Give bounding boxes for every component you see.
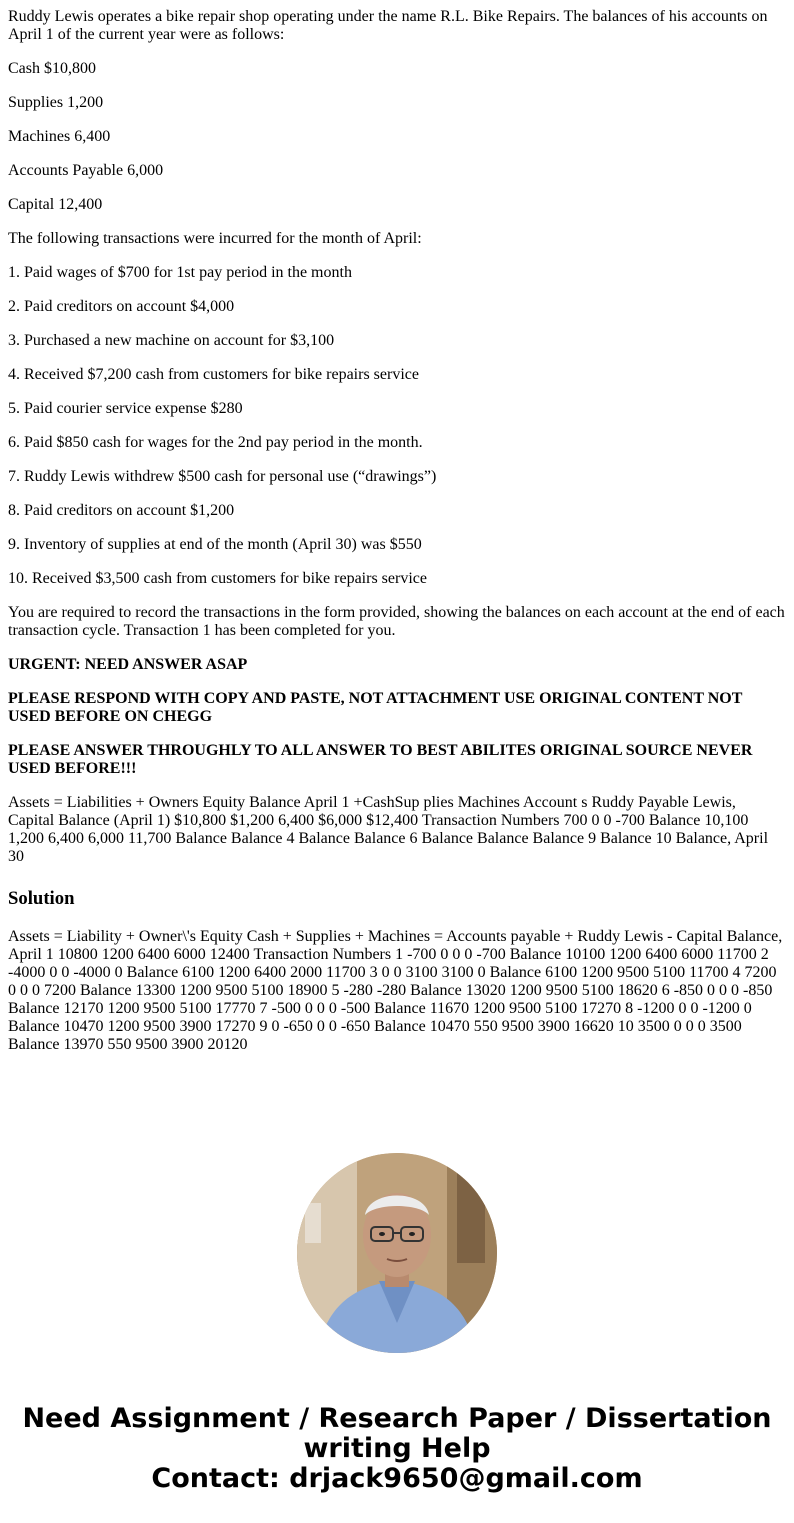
balance-line: Supplies 1,200 — [8, 94, 104, 111]
balance-line: Accounts Payable 6,000 — [8, 162, 164, 179]
transaction-item: 9. Inventory of supplies at end of the month (April 30) was $550 — [8, 536, 422, 553]
balance-line: Capital 12,400 — [8, 196, 103, 213]
transaction-item: 10. Received $3,500 cash from customers for bike repairs service — [8, 570, 427, 587]
solution-text: Assets = Liability + Owner\'s Equity Cash + Supplies + Machines = Accounts payable + Ruddy Lewis - Capital Balance, April 1 10800 1200 6400 6000 12400 Transaction Numbers 1 -700 0 0 0 -700 Balance 10100 1200 6400 6000 11700 2 -4000 0 0 -4000 0 Balance 6100 1200 6400 2000 11700 3 0 0 3100 3100 0 Balance 6100 1200 9500 5100 11700 4 7200 0 0 0 7200 Balance 13300 1200 9500 5100 18900 5 -280 -280 Balance 13020 1200 9500 5100 18620 6 -850 0 0 0 -850 Balance 12170 1200 9500 5100 17770 7 -500 0 0 0 -500 Balance 11670 1200 9500 5100 17270 8 -1200 0 0 -1200 0 Balance 10470 1200 9500 3900 17270 9 0 -650 0 0 -650 Balance 10470 550 9500 3900 16620 10 3500 0 0 0 3500 Balance 13970 550 9500 3900 20120 — [8, 928, 783, 1053]
footer-banner — [0, 1404, 794, 1494]
transaction-item: 7. Ruddy Lewis withdrew $500 cash for personal use (“drawings”) — [8, 468, 437, 485]
transaction-item: 1. Paid wages of $700 for 1st pay period in the month — [8, 264, 352, 281]
transaction-item: 3. Purchased a new machine on account for $3,100 — [8, 332, 335, 349]
form-text: Assets = Liabilities + Owners Equity Balance April 1 +CashSup plies Machines Account s Ruddy Payable Lewis, Capital Balance (April 1) $10,800 $1,200 6,400 $6,000 $12,400 Transaction Numbers 700 0 0 -700 Balance 10,100 1,200 6,400 6,000 11,700 Balance Balance 4 Balance Balance 6 Balance Balance Balance 9 Balance 10 Balance, April 30 — [8, 794, 769, 865]
transactions-intro: The following transactions were incurred for the month of April: — [8, 230, 422, 247]
transaction-item: 4. Received $7,200 cash from customers for bike repairs service — [8, 366, 419, 383]
question-intro: Ruddy Lewis operates a bike repair shop operating under the name R.L. Bike Repairs. The balances of his accounts on April 1 of the current year were as follows: — [8, 8, 768, 43]
transaction-item: 2. Paid creditors on account $4,000 — [8, 298, 235, 315]
balance-line: Machines 6,400 — [8, 128, 111, 145]
urgent-note-text: URGENT: NEED ANSWER ASAP — [8, 656, 248, 673]
transaction-item: 6. Paid $850 cash for wages for the 2nd pay period in the month. — [8, 434, 423, 451]
solution-heading: Solution — [8, 888, 75, 909]
instruction-text: You are required to record the transactions in the form provided, showing the balances on each account at the end of each transaction cycle. Transaction 1 has been completed for you. — [8, 604, 785, 639]
footer-contact: Contact: drjack9650@gmail.com — [151, 1463, 643, 1494]
urgent-note — [8, 690, 786, 726]
footer-line: Need Assignment / Research Paper / Dissertation — [22, 1403, 772, 1434]
author-avatar — [297, 1153, 497, 1353]
urgent-note — [8, 656, 786, 674]
transaction-item: 8. Paid creditors on account $1,200 — [8, 502, 235, 519]
balance-line: Cash $10,800 — [8, 60, 96, 77]
footer-line: writing Help — [303, 1433, 491, 1464]
urgent-note — [8, 742, 786, 778]
transaction-item: 5. Paid courier service expense $280 — [8, 400, 243, 417]
author-portrait-image — [297, 1153, 497, 1353]
urgent-note-text: PLEASE RESPOND WITH COPY AND PASTE, NOT ATTACHMENT USE ORIGINAL CONTENT NOT USED BEFORE ON CHEGG — [8, 690, 743, 725]
urgent-note-text: PLEASE ANSWER THROUGHLY TO ALL ANSWER TO BEST ABILITES ORIGINAL SOURCE NEVER USED BEFORE!!! — [8, 742, 753, 777]
